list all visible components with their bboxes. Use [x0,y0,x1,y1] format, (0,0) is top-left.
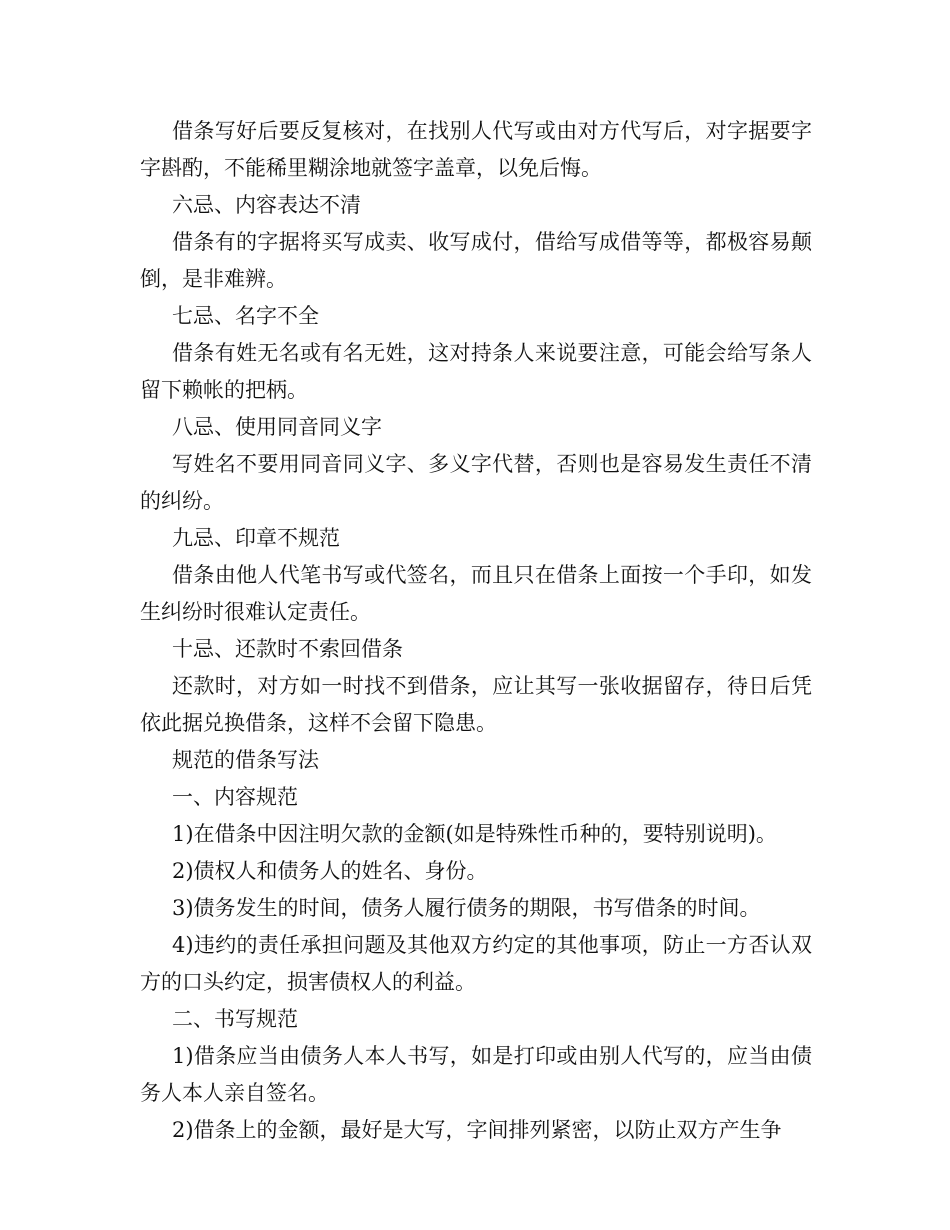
heading-taboo-seven: 七忌、名字不全 [172,304,319,328]
paragraph-verify-iou: 借条写好后要反复核对，在找别人代写或由对方代写后，对字据要字字斟酌，不能稀里糊涂地就签字盖章，以免后悔。 [140,119,812,180]
heading-taboo-six: 六忌、内容表达不清 [172,193,361,217]
heading-standard-writing: 规范的借条写法 [172,748,319,772]
list-item-amount: 1)在借条中因注明欠款的金额(如是特殊性币种的，要特别说明)。 [172,822,777,846]
heading-taboo-eight: 八忌、使用同音同义字 [172,415,382,439]
list-item-parties: 2)债权人和债务人的姓名、身份。 [172,859,488,883]
list-item-signature: 1)借条应当由债务人本人书写，如是打印或由别人代写的，应当由债务人本人亲自签名。 [140,1044,812,1105]
heading-content-standard: 一、内容规范 [172,785,298,809]
heading-writing-standard: 二、书写规范 [172,1007,298,1031]
paragraph-repayment: 还款时，对方如一时找不到借条，应让其写一张收据留存，待日后凭依此据兑换借条，这样不会留下隐患。 [140,674,812,735]
list-item-liability: 4)违约的责任承担问题及其他双方约定的其他事项，防止一方否认双方的口头约定，损害债权人的利益。 [140,933,812,994]
paragraph-seal: 借条由他人代笔书写或代签名，而且只在借条上面按一个手印，如发生纠纷时很难认定责任。 [140,563,812,624]
heading-taboo-ten: 十忌、还款时不索回借条 [172,637,403,661]
document-body [140,113,812,1149]
paragraph-homophones: 写姓名不要用同音同义字、多义字代替，否则也是容易发生责任不清的纠纷。 [140,452,812,513]
list-item-capital-amount: 2)借条上的金额，最好是大写，字间排列紧密，以防止双方产生争 [172,1118,782,1142]
list-item-dates: 3)债务发生的时间，债务人履行债务的期限，书写借条的时间。 [172,896,761,920]
paragraph-incomplete-name: 借条有姓无名或有名无姓，这对持条人来说要注意，可能会给写条人留下赖帐的把柄。 [140,341,812,402]
paragraph-unclear-content: 借条有的字据将买写成卖、收写成付，借给写成借等等，都极容易颠倒，是非难辨。 [140,230,812,291]
heading-taboo-nine: 九忌、印章不规范 [172,526,340,550]
